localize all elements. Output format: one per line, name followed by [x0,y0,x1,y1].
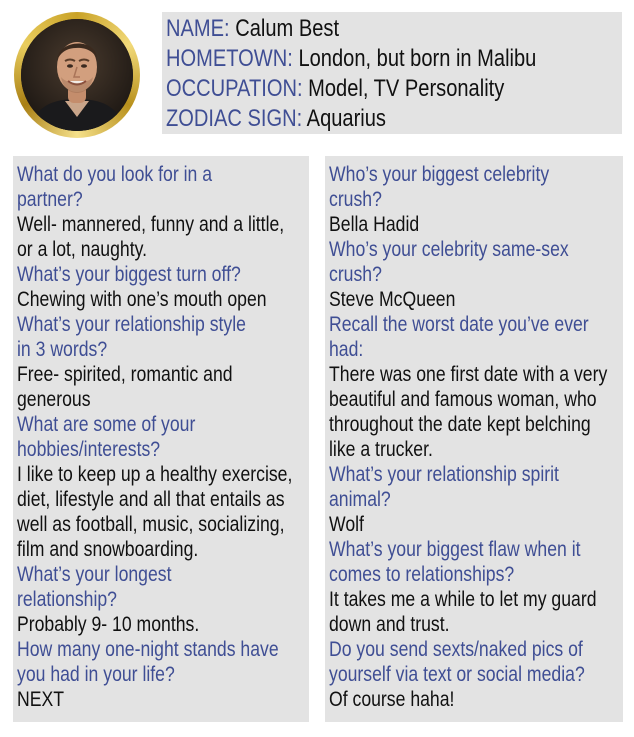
question-line: crush? [329,262,382,286]
question-line: crush? [329,187,382,211]
question-line: yourself via text or social media? [329,662,585,686]
question-line: What’s your biggest turn off? [17,262,241,286]
profile-hometown-row [166,44,625,74]
answer-line: beautiful and famous woman, who [329,387,597,411]
answer-line: Chewing with one’s mouth open [17,287,267,311]
answer-line: Probably 9- 10 months. [17,612,200,636]
profile-summary [162,12,622,134]
profile-name-key: NAME: [166,15,230,42]
profile-occupation-key: OCCUPATION: [166,75,303,102]
answer-line: well as football, music, socializing, [17,512,285,536]
answer-line: like a trucker. [329,437,433,461]
question-line: What’s your relationship style [17,312,246,336]
profile-zodiac-key: ZODIAC SIGN: [166,105,303,132]
answer-line: Bella Hadid [329,212,420,236]
answer-line: or a lot, naughty. [17,237,148,261]
question-line: What’s your relationship spirit [329,462,559,486]
answer-line: I like to keep up a healthy exercise, [17,462,293,486]
profile-zodiac-value: Aquarius [306,105,386,132]
profile-photo-image [21,19,133,131]
left-qa-column [13,156,309,722]
answer-line: Steve McQueen [329,287,456,311]
question-line: relationship? [17,587,117,611]
right-qa-column [325,156,623,722]
answer-line: Free- spirited, romantic and [17,362,233,386]
profile-name-value: Calum Best [235,15,340,42]
answer-line: Wolf [329,512,364,536]
question-line: What do you look for in a [17,162,213,186]
profile-hometown-key: HOMETOWN: [166,45,293,72]
profile-zodiac-row [166,104,625,134]
answer-line: There was one first date with a very [329,362,608,386]
profile-occupation-value: Model, TV Personality [308,75,505,102]
question-line: Do you send sexts/naked pics of [329,637,583,661]
question-line: comes to relationships? [329,562,515,586]
portrait-illustration [21,19,133,131]
question-line: you had in your life? [17,662,175,686]
question-line: in 3 words? [17,337,108,361]
profile-occupation-row [166,74,625,104]
answer-line: generous [17,387,91,411]
profile-hometown-value: London, but born in Malibu [298,45,537,72]
question-line: What’s your longest [17,562,172,586]
question-line: What’s your biggest flaw when it [329,537,581,561]
profile-name-row [166,14,625,44]
question-line: Recall the worst date you’ve ever [329,312,589,336]
question-line: Who’s your biggest celebrity [329,162,550,186]
answer-line: NEXT [17,687,65,711]
question-line: Who’s your celebrity same-sex [329,237,569,261]
profile-photo [14,12,140,138]
question-line: partner? [17,187,83,211]
answer-line: diet, lifestyle and all that entails as [17,487,285,511]
answer-line: Of course haha! [329,687,455,711]
answer-line: down and trust. [329,612,450,636]
question-line: had: [329,337,364,361]
question-line: hobbies/interests? [17,437,161,461]
answer-line: film and snowboarding. [17,537,199,561]
answer-line: throughout the date kept belching [329,412,591,436]
question-line: animal? [329,487,391,511]
question-line: What are some of your [17,412,196,436]
question-line: How many one-night stands have [17,637,279,661]
answer-line: It takes me a while to let my guard [329,587,597,611]
answer-line: Well- mannered, funny and a little, [17,212,285,236]
